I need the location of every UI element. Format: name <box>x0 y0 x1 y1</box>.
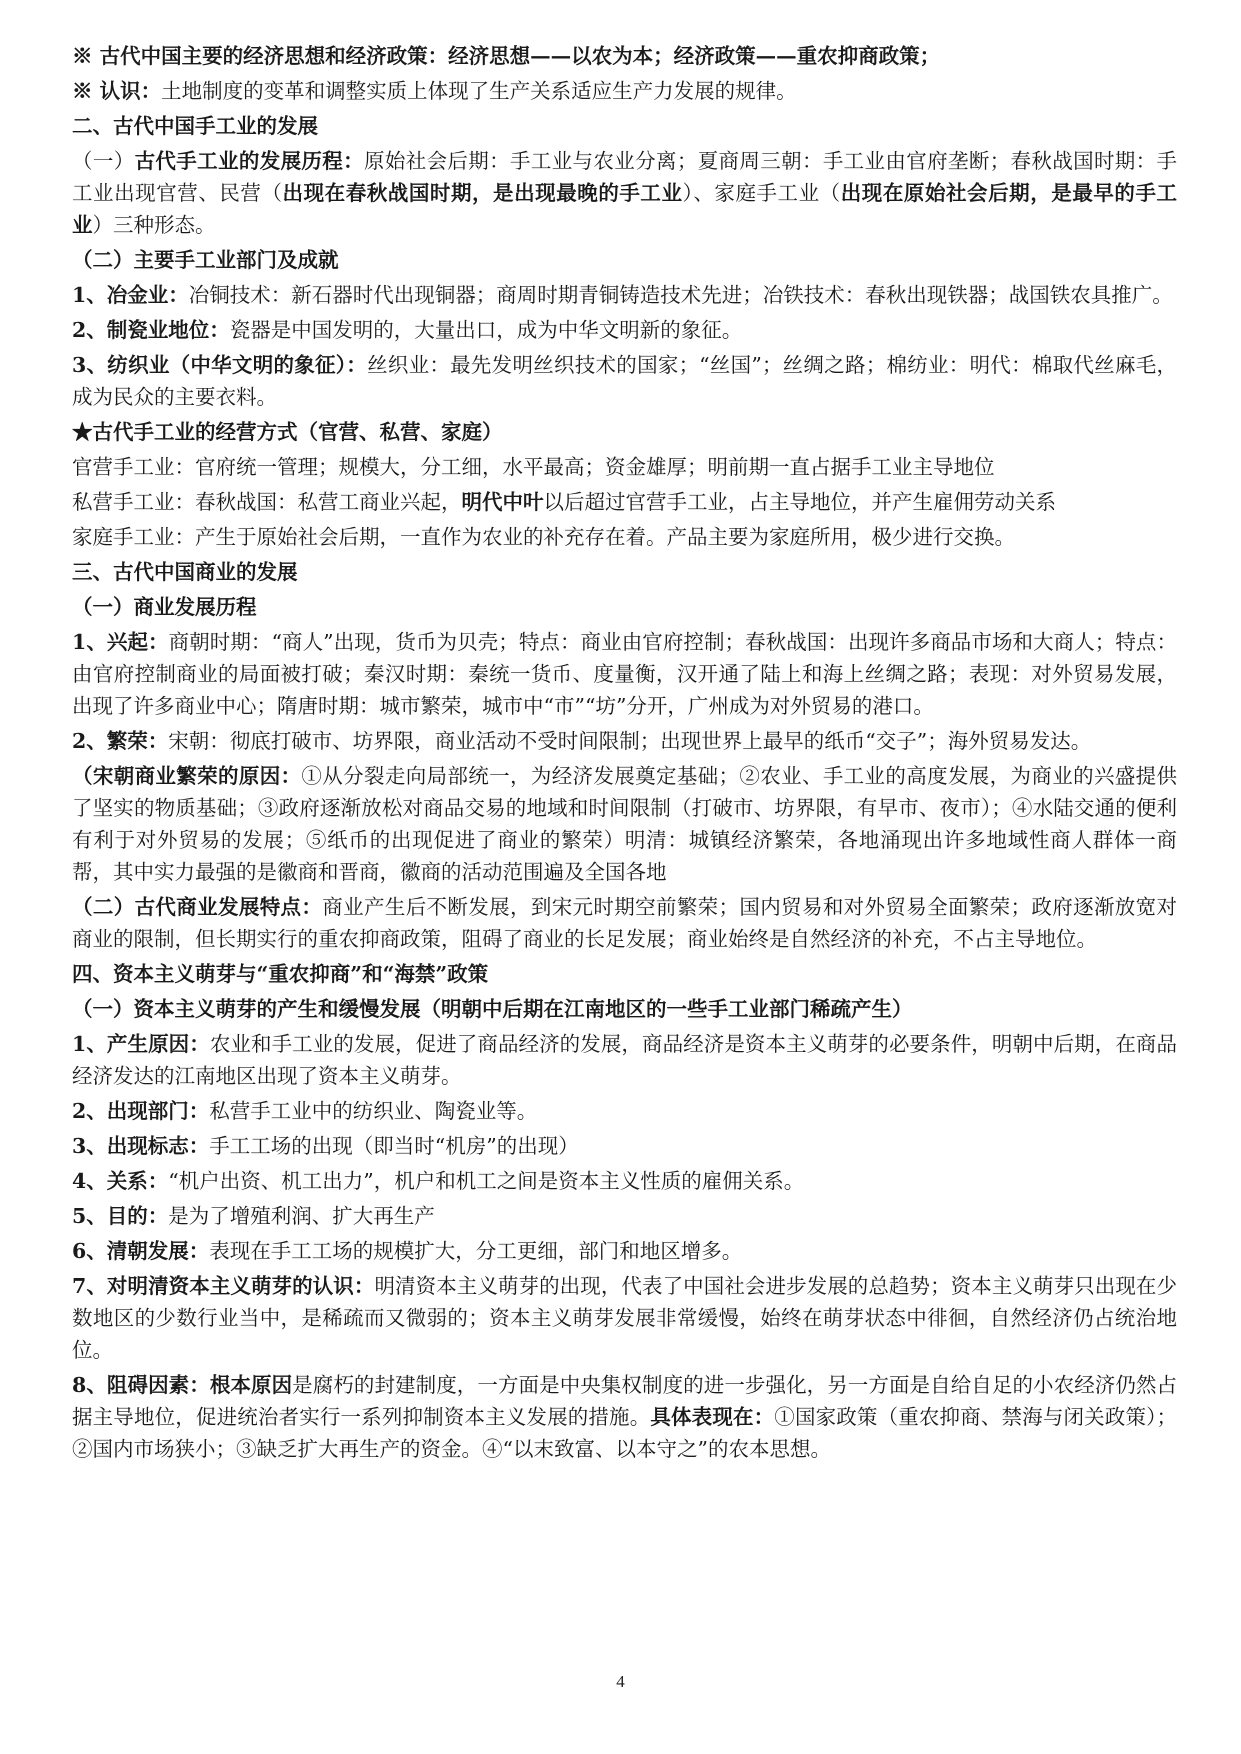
sprouts-obstacles: 8、阻碍因素：根本原因是腐朽的封建制度，一方面是中央集权制度的进一步强化，另一方面是自给自足的小农经济仍然占据主导地位，促进统治者实行一系列抑制资本主义发展的措施。具体表现在：①国家政策（重农抑商、禁海与闭关政策）；②国内市场狭小；③缺乏扩大再生产的资金。④“以末致富、以本守之”的农本思想。 <box>72 1373 1178 1461</box>
sprouts-departments: 2、出现部门：私营手工业中的纺织业、陶瓷业等。 <box>72 1099 538 1123</box>
sprouts-understanding: 7、对明清资本主义萌芽的认识：明清资本主义萌芽的出现，代表了中国社会进步发展的总趋势；资本主义萌芽只出现在少数地区的少数行业当中，是稀疏而又微弱的；资本主义萌芽发展非常缓慢，始终在萌芽状态中徘徊，自然经济仍占统治地位。 <box>72 1274 1178 1362</box>
subheading-commerce-history: （一）商业发展历程 <box>72 595 257 619</box>
item-metallurgy: 1、冶金业：冶铜技术：新石器时代出现铜器；商周时期青铜铸造技术先进；冶铁技术：春秋出现铁器；战国铁农具推广。 <box>72 283 1173 307</box>
subheading-capitalism-sprouts: （一）资本主义萌芽的产生和缓慢发展（明朝中后期在江南地区的一些手工业部门稀疏产生） <box>72 997 913 1021</box>
note-economic-thought: ※ 古代中国主要的经济思想和经济政策：经济思想——以农为本；经济政策——重农抑商政策； <box>72 44 941 68</box>
star-heading-management: ★古代手工业的经营方式（官营、私营、家庭） <box>72 420 503 444</box>
sprouts-relation: 4、关系：“机户出资、机工出力”，机户和机工之间是资本主义性质的雇佣关系。 <box>72 1169 805 1193</box>
subheading-departments: （二）主要手工业部门及成就 <box>72 248 339 272</box>
note-understanding: ※ 认识：土地制度的变革和调整实质上体现了生产关系适应生产力发展的规律。 <box>72 79 797 103</box>
commerce-rise: 1、兴起：商朝时期：“商人”出现，货币为贝壳；特点：商业由官府控制；春秋战国：出现许多商品市场和大商人；特点：由官府控制商业的局面被打破；秦汉时期：秦统一货币、度量衡，汉开通了陆上和海上丝绸之路；表现：对外贸易发展，出现了许多商业中心；隋唐时期：城市繁荣，城市中“市”“坊”分开，广州成为对外贸易的港口。 <box>72 630 1177 718</box>
section-heading-capitalism: 四、资本主义萌芽与“重农抑商”和“海禁”政策 <box>72 962 489 986</box>
commerce-prosperity: 2、繁荣：宋朝：彻底打破市、坊界限，商业活动不受时间限制；出现世界上最早的纸币“交子”；海外贸易发达。 <box>72 729 1092 753</box>
commerce-song-reasons: （宋朝商业繁荣的原因：①从分裂走向局部统一，为经济发展奠定基础；②农业、手工业的高度发展，为商业的兴盛提供了坚实的物质基础；③政府逐渐放松对商品交易的地域和时间限制（打破市、坊界限，有早市、夜市）；④水陆交通的便利有利于对外贸易的发展；⑤纸币的出现促进了商业的繁荣）明清：城镇经济繁荣，各地涌现出许多地域性商人群体一商帮，其中实力最强的是徽商和晋商，徽商的活动范围遍及全国各地 <box>72 764 1178 884</box>
commerce-characteristics: （二）古代商业发展特点：商业产生后不断发展，到宋元时期空前繁荣；国内贸易和对外贸易全面繁荣；政府逐渐放宽对商业的限制，但长期实行的重农抑商政策，阻碍了商业的长足发展；商业始终是自然经济的补充，不占主导地位。 <box>72 895 1178 951</box>
item-porcelain: 2、制瓷业地位：瓷器是中国发明的，大量出口，成为中华文明新的象征。 <box>72 318 743 342</box>
item-textile: 3、纺织业（中华文明的象征）：丝织业：最先发明丝织技术的国家；“丝国”；丝绸之路；棉纺业：明代：棉取代丝麻毛，成为民众的主要衣料。 <box>72 353 1177 409</box>
section-heading-handicraft: 二、古代中国手工业的发展 <box>72 114 318 138</box>
sprouts-cause: 1、产生原因：农业和手工业的发展，促进了商品经济的发展，商品经济是资本主义萌芽的必要条件，明朝中后期，在商品经济发达的江南地区出现了资本主义萌芽。 <box>72 1032 1178 1088</box>
document-body <box>72 40 1177 1468</box>
management-family: 家庭手工业：产生于原始社会后期，一直作为农业的补充存在着。产品主要为家庭所用，极少进行交换。 <box>72 525 1015 549</box>
page-number: 4 <box>616 1672 625 1691</box>
handicraft-history: （一）古代手工业的发展历程：原始社会后期：手工业与农业分离；夏商周三朝：手工业由官府垄断；春秋战国时期：手工业出现官营、民营（出现在春秋战国时期，是出现最晚的手工业）、家庭手工业（出现在原始社会后期，是最早的手工业）三种形态。 <box>72 149 1178 237</box>
sprouts-sign: 3、出现标志：手工工场的出现（即当时“机房”的出现） <box>72 1134 579 1158</box>
management-official: 官营手工业：官府统一管理；规模大，分工细，水平最高；资金雄厚；明前期一直占据手工业主导地位 <box>72 455 995 479</box>
sprouts-qing: 6、清朝发展：表现在手工工场的规模扩大，分工更细，部门和地区增多。 <box>72 1239 743 1263</box>
management-private: 私营手工业：春秋战国：私营工商业兴起，明代中叶以后超过官营手工业，占主导地位，并产生雇佣劳动关系 <box>72 490 1056 514</box>
sprouts-purpose: 5、目的：是为了增殖利润、扩大再生产 <box>72 1204 435 1228</box>
section-heading-commerce: 三、古代中国商业的发展 <box>72 560 298 584</box>
